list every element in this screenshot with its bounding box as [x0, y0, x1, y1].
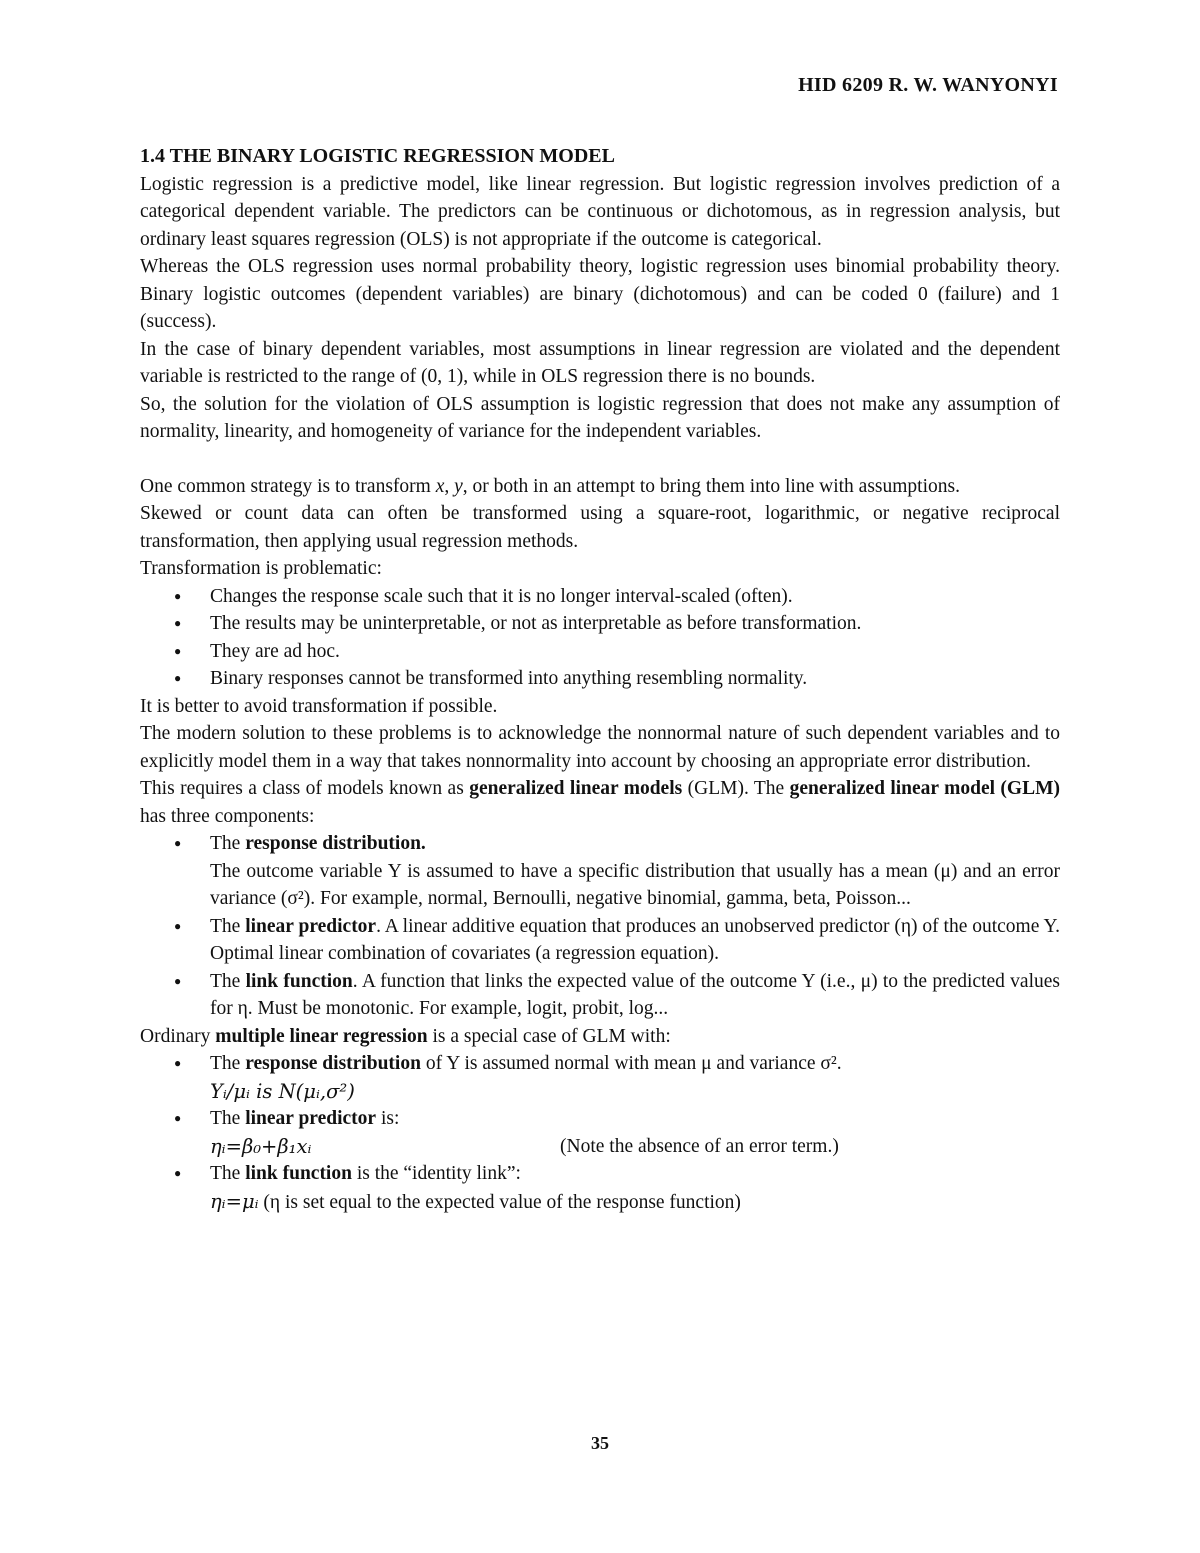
- paragraph-skewed-data: Skewed or count data can often be transformed using a square-root, logarithmic, or negative reciprocal transformation, then applying usual regression methods.: [140, 503, 1060, 552]
- paragraph-gap: [140, 446, 1060, 473]
- section-title: 1.4 THE BINARY LOGISTIC REGRESSION MODEL: [140, 145, 615, 167]
- text-run: has three components:: [140, 805, 315, 827]
- text-run: (GLM). The: [682, 778, 790, 799]
- paragraph-problematic: Transformation is problematic:: [140, 558, 382, 579]
- text-run: The: [210, 1163, 246, 1184]
- text-run: The: [210, 915, 246, 937]
- equation-note: (η is set equal to the expected value of the response function): [258, 1191, 741, 1213]
- bold-term: link function: [245, 970, 353, 992]
- glm-components-list: [140, 830, 1060, 1023]
- paragraph-glm-intro: [140, 775, 1060, 830]
- bold-term: linear predictor: [245, 915, 377, 937]
- text-run: is the “identity link”:: [351, 1163, 521, 1184]
- text-run: The: [210, 970, 246, 992]
- list-item: ● They are ad hoc.: [210, 638, 1060, 666]
- paragraph-ols-vs-logistic: Whereas the OLS regression uses normal probability theory, logistic regression uses binomial probability theory. Binary logistic outcomes (dependent variables) are binary (dichotomous) and can be coded 0 (failure) and 1 (success).: [140, 256, 1060, 332]
- list-item: ● The results may be uninterpretable, or not as interpretable as before transformation.: [210, 610, 1060, 638]
- equation: ηᵢ=μᵢ: [210, 1189, 259, 1213]
- text-run: ,: [444, 475, 455, 497]
- list-item-linear-predictor: [210, 913, 1060, 968]
- item-body: . A function that links the expected value of the outcome Y (i.e., μ) to the predicted values for η. Must be monotonic. For example, logit, probit, log...: [210, 970, 1060, 1019]
- bold-term: multiple linear regression: [215, 1025, 428, 1047]
- equation-note: (Note the absence of an error term.): [560, 1135, 839, 1157]
- item-body: . A linear additive equation that produces an unobserved predictor (η) of the outcome Y. Optimal linear combination of covariates (a regression equation).: [210, 915, 1060, 964]
- math-x: x: [435, 475, 445, 497]
- bold-term: linear predictor: [245, 1108, 377, 1129]
- page-body: [140, 143, 1060, 1216]
- text-run: One common strategy is to transform: [140, 475, 436, 497]
- equation: ηᵢ=β₀+β₁xᵢ: [210, 1134, 312, 1158]
- text-run: is:: [376, 1108, 400, 1129]
- text-run: Ordinary: [140, 1025, 216, 1047]
- text-run: is a special case of GLM with:: [427, 1025, 671, 1047]
- list-item-mlr-link: [210, 1160, 1060, 1216]
- paragraph-intro: Logistic regression is a predictive model, like linear regression. But logistic regression involves prediction of a categorical dependent variable. The predictors can be continuous or dichotomous, as in regression analysis, but ordinary least squares regression (OLS) is not appropriate if the outcome is categorical.: [140, 173, 1060, 250]
- equation-row: [210, 1188, 1060, 1217]
- paragraph-solution: So, the solution for the violation of OLS assumption is logistic regression that does not make any assumption of normality, linearity, and homogeneity of variance for the independent variables.: [140, 393, 1060, 442]
- running-header: HID 6209 R. W. WANYONYI: [798, 74, 1058, 96]
- equation-row: [210, 1133, 1060, 1161]
- paragraph-binary-assumptions: In the case of binary dependent variables, most assumptions in linear regression are violated and the dependent variable is restricted to the range of (0, 1), while in OLS regression there is no bounds.: [140, 338, 1060, 387]
- bold-term: response distribution: [245, 1053, 421, 1074]
- text-run: The: [210, 1053, 246, 1074]
- text-run: of Y is assumed normal with mean μ and variance σ².: [420, 1053, 842, 1074]
- list-item-link-function: [210, 968, 1060, 1023]
- item-body: The outcome variable Y is assumed to have a specific distribution that usually has a mean (μ) and an error variance (σ²). For example, normal, Bernoulli, negative binomial, gamma, beta, Poisson...: [210, 860, 1060, 909]
- paragraph-modern-solution: The modern solution to these problems is to acknowledge the nonnormal nature of such dependent variables and to explicitly model them in a way that takes nonnormality into account by choosing an appropriate error distribution.: [140, 723, 1060, 772]
- bold-term: link function: [245, 1163, 352, 1184]
- list-item-mlr-response: [210, 1050, 1060, 1105]
- bold-term: generalized linear models: [469, 778, 683, 799]
- bold-term: generalized linear model (GLM): [789, 778, 1060, 799]
- list-item-response-distribution: [210, 830, 1060, 913]
- text-run: The: [210, 1108, 246, 1129]
- paragraph-mlr: [140, 1023, 1060, 1051]
- list-item: ● Changes the response scale such that it is no longer interval-scaled (often).: [210, 583, 1060, 611]
- text-run: , or both in an attempt to bring them into line with assumptions.: [462, 475, 960, 497]
- page-number: 35: [591, 1433, 609, 1453]
- paragraph-avoid: It is better to avoid transformation if possible.: [140, 695, 498, 717]
- bold-term: response distribution.: [245, 833, 426, 854]
- equation: Yᵢ/μᵢ is N(μᵢ,σ²): [210, 1079, 355, 1103]
- math-y: y: [454, 475, 463, 497]
- paragraph-transform-strategy: [140, 473, 1060, 501]
- list-item: ● Binary responses cannot be transformed into anything resembling normality.: [210, 665, 1060, 693]
- mlr-list: [140, 1050, 1060, 1216]
- text-run: This requires a class of models known as: [140, 778, 470, 799]
- problems-list: [140, 583, 1060, 693]
- list-item-mlr-predictor: [210, 1105, 1060, 1160]
- text-run: The: [210, 833, 246, 854]
